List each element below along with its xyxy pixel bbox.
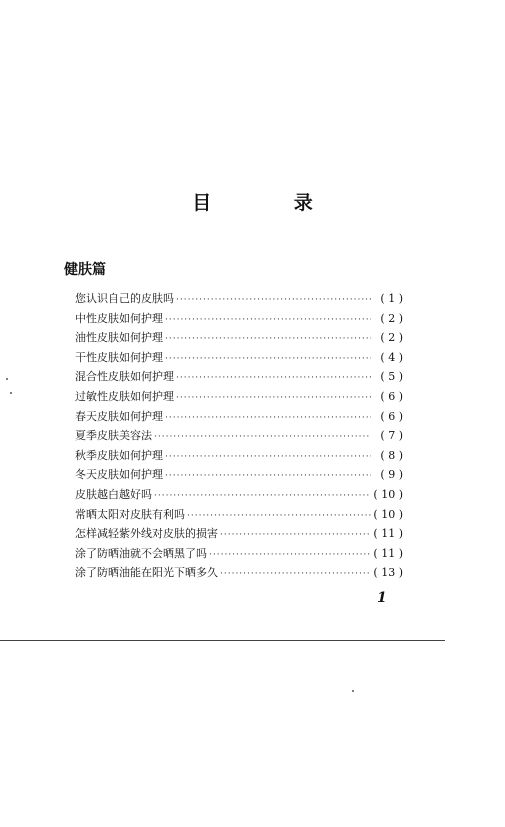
scan-speck xyxy=(6,378,8,380)
scan-speck xyxy=(10,392,12,394)
toc-entry-page: ( 2 ) xyxy=(373,331,403,344)
toc-entry-title: 涂了防晒油能在阳光下晒多久 xyxy=(75,566,218,580)
dot-leader xyxy=(165,334,371,344)
dot-leader xyxy=(165,315,371,325)
toc-entry[interactable] xyxy=(75,525,403,545)
dot-leader xyxy=(165,354,371,364)
toc-entry[interactable] xyxy=(75,466,403,486)
table-of-contents xyxy=(75,290,403,584)
dot-leader xyxy=(165,471,371,481)
dot-leader xyxy=(165,452,371,462)
dot-leader xyxy=(220,569,371,579)
toc-entry[interactable] xyxy=(75,388,403,408)
toc-entry-title: 怎样减轻紫外线对皮肤的损害 xyxy=(75,527,218,541)
toc-entry-title: 干性皮肤如何护理 xyxy=(75,350,163,364)
toc-entry-title: 皮肤越白越好吗 xyxy=(75,487,152,501)
scan-speck xyxy=(352,690,354,692)
toc-entry[interactable] xyxy=(75,506,403,526)
toc-entry-title: 中性皮肤如何护理 xyxy=(75,311,163,325)
toc-entry-page: ( 9 ) xyxy=(373,468,403,481)
toc-entry[interactable] xyxy=(75,290,403,310)
toc-entry-page: ( 4 ) xyxy=(373,351,403,364)
toc-entry-page: ( 1 ) xyxy=(373,292,403,305)
toc-entry-page: ( 10 ) xyxy=(373,508,403,521)
toc-entry[interactable] xyxy=(75,329,403,349)
toc-entry-page: ( 7 ) xyxy=(373,429,403,442)
page-number: 1 xyxy=(377,590,387,606)
dot-leader xyxy=(176,295,371,305)
toc-entry[interactable] xyxy=(75,447,403,467)
dot-leader xyxy=(176,393,371,403)
toc-entry-page: ( 2 ) xyxy=(373,312,403,325)
toc-entry-title: 涂了防晒油就不会晒黑了吗 xyxy=(75,546,207,560)
toc-entry-page: ( 13 ) xyxy=(373,566,403,579)
toc-entry-title: 春天皮肤如何护理 xyxy=(75,409,163,423)
toc-entry-page: ( 11 ) xyxy=(373,547,403,560)
dot-leader xyxy=(165,413,371,423)
toc-entry-title: 油性皮肤如何护理 xyxy=(75,331,163,345)
dot-leader xyxy=(209,550,371,560)
toc-entry-page: ( 6 ) xyxy=(373,410,403,423)
toc-entry[interactable] xyxy=(75,349,403,369)
toc-entry-page: ( 10 ) xyxy=(373,488,403,501)
dot-leader xyxy=(187,511,371,521)
dot-leader xyxy=(154,432,371,442)
toc-entry[interactable] xyxy=(75,564,403,584)
page-title: 目 录 xyxy=(192,192,351,214)
toc-entry[interactable] xyxy=(75,368,403,388)
dot-leader xyxy=(176,373,371,383)
toc-entry-title: 混合性皮肤如何护理 xyxy=(75,370,174,384)
toc-entry-title: 过敏性皮肤如何护理 xyxy=(75,389,174,403)
section-title: 健肤篇 xyxy=(64,262,106,278)
toc-entry[interactable] xyxy=(75,310,403,330)
toc-entry-title: 夏季皮肤美容法 xyxy=(75,429,152,443)
toc-entry[interactable] xyxy=(75,545,403,565)
dot-leader xyxy=(220,530,371,540)
toc-entry-page: ( 6 ) xyxy=(373,390,403,403)
scan-fold-line xyxy=(0,640,445,641)
dot-leader xyxy=(154,491,371,501)
toc-entry-title: 您认识自己的皮肤吗 xyxy=(75,292,174,305)
toc-entry-page: ( 8 ) xyxy=(373,449,403,462)
toc-entry[interactable] xyxy=(75,427,403,447)
toc-entry-title: 常晒太阳对皮肤有利吗 xyxy=(75,507,185,521)
toc-entry-title: 秋季皮肤如何护理 xyxy=(75,448,163,462)
toc-entry[interactable] xyxy=(75,408,403,428)
toc-entry-page: ( 5 ) xyxy=(373,370,403,383)
toc-entry[interactable] xyxy=(75,486,403,506)
toc-entry-title: 冬天皮肤如何护理 xyxy=(75,468,163,482)
toc-entry-page: ( 11 ) xyxy=(373,527,403,540)
